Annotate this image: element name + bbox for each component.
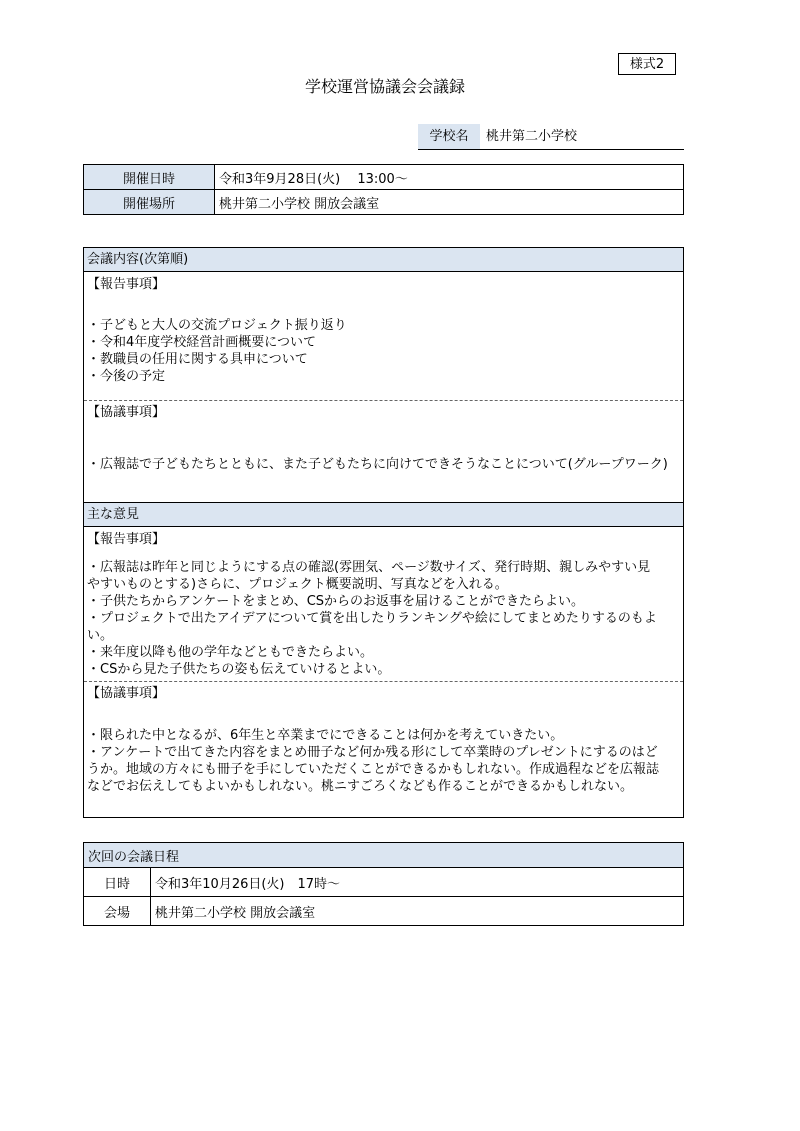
- agenda-report-item: ・令和4年度学校経営計画概要について: [87, 335, 317, 350]
- meeting-date-value: 令和3年9月28日(火) 13:00～: [215, 165, 684, 190]
- agenda-report-item: ・教職員の任用に関する具申について: [87, 352, 308, 367]
- next-meeting-date-label: 日時: [84, 868, 151, 897]
- agenda-report-item: ・子どもと大人の交流プロジェクト振り返り: [87, 318, 347, 333]
- opinions-report-line: ・子供たちからアンケートをまとめ、CSからのお返事を届けることができたらよい。: [87, 594, 585, 609]
- minutes-content-box: [83, 247, 684, 818]
- school-name-row: [418, 124, 684, 150]
- meeting-place-label: 開催場所: [84, 190, 215, 215]
- meeting-date-label: 開催日時: [84, 165, 215, 190]
- opinions-report-line: やすいものとする)さらに、プロジェクト概要説明、写真などを入れる。: [87, 577, 508, 592]
- divider: [84, 681, 683, 682]
- agenda-report-label: 【報告事項】: [87, 277, 166, 292]
- school-name-value: 桃井第二小学校: [486, 129, 578, 144]
- opinions-report-line: い。: [87, 628, 114, 643]
- opinions-discussion-line: などでお伝えしてもよいかもしれない。桃ニすごろくなども作ることができるかもしれない。: [87, 779, 634, 794]
- meeting-info-table: [83, 164, 684, 215]
- opinions-discussion-line: うか。地域の方々にも冊子を手にしていただくことができるかもしれない。作成過程などを広報誌: [87, 762, 660, 777]
- next-meeting-place-value: 桃井第二小学校 開放会議室: [151, 897, 684, 926]
- agenda-discussion-item: ・広報誌で子どもたちとともに、また子どもたちに向けてできそうなことについて(グループワーク): [87, 457, 668, 472]
- agenda-heading: 会議内容(次第順): [84, 248, 683, 272]
- opinions-report-line: ・広報誌は昨年と同じようにする点の確認(雰囲気、ページ数サイズ、発行時期、親しみやすい見: [87, 560, 651, 575]
- page-title: 学校運営協議会会議録: [304, 77, 465, 96]
- opinions-report-label: 【報告事項】: [87, 532, 166, 547]
- next-meeting-table: [83, 842, 684, 926]
- opinions-discussion-line: ・アンケートで出てきた内容をまとめ冊子など何か残る形にして卒業時のプレゼントにするのはど: [87, 745, 658, 760]
- opinions-discussion-label: 【協議事項】: [87, 686, 166, 701]
- next-meeting-heading: 次回の会議日程: [84, 843, 684, 868]
- opinions-heading: 主な意見: [84, 503, 683, 527]
- agenda-discussion-label: 【協議事項】: [87, 405, 166, 420]
- next-meeting-date-value: 令和3年10月26日(火) 17時～: [151, 868, 684, 897]
- meeting-place-value: 桃井第二小学校 開放会議室: [215, 190, 684, 215]
- form-number: 様式2: [618, 53, 676, 75]
- opinions-discussion-line: ・限られた中となるが、6年生と卒業までにできることは何かを考えていきたい。: [87, 728, 564, 743]
- agenda-report-item: ・今後の予定: [87, 369, 166, 384]
- divider: [84, 400, 683, 401]
- opinions-report-line: ・来年度以降も他の学年などともできたらよい。: [87, 645, 374, 660]
- next-meeting-place-label: 会場: [84, 897, 151, 926]
- school-name-label: 学校名: [418, 124, 480, 149]
- opinions-report-line: ・CSから見た子供たちの姿も伝えていけるとよい。: [87, 662, 391, 677]
- opinions-report-line: ・プロジェクトで出たアイデアについて賞を出したりランキングや絵にしてまとめたりするのもよ: [87, 611, 657, 626]
